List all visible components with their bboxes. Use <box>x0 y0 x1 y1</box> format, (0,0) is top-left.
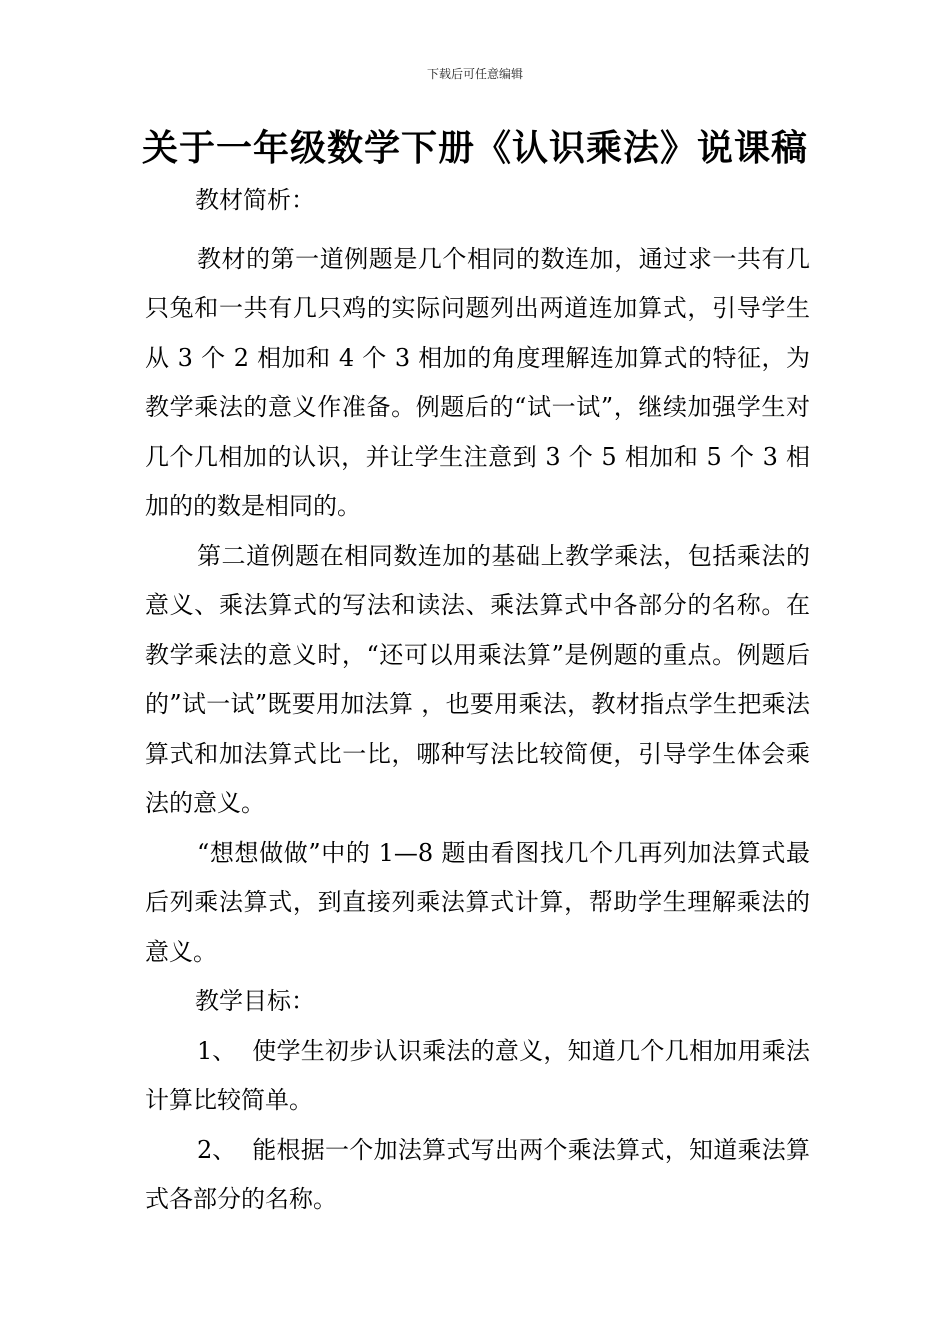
goal-item <box>145 1027 810 1126</box>
goal-text: 能根据一个加法算式写出两个乘法算式，知道乘法算式各部分的名称。 <box>145 1135 810 1213</box>
section-heading-goals: 教学目标： <box>195 987 315 1015</box>
goal-number: 1、 <box>197 1036 237 1065</box>
goal-item <box>145 1126 810 1225</box>
section-heading-materials: 教材简析： <box>195 186 315 214</box>
paragraph: “想想做做”中的 1—8 题由看图找几个几再列加法算式最后列乘法算式，到直接列乘法算式计算，帮助学生理解乘法的意义。 <box>145 838 810 966</box>
goal-text: 使学生初步认识乘法的意义，知道几个几相加用乘法计算比较简单。 <box>145 1036 810 1114</box>
header-note: 下载后可任意编辑 <box>426 67 523 81</box>
paragraph: 第二道例题在相同数连加的基础上教学乘法，包括乘法的意义、乘法算式的写法和读法、乘法算式中各部分的名称。在教学乘法的意义时，“还可以用乘法算”是例题的重点。例题后的”试一试”既要用加法算 ，也要用乘法，教材指点学生把乘法算式和加法算式比一比，哪种写法比较简便，引导学生体会乘法的意义。 <box>145 541 810 817</box>
goal-number: 2、 <box>197 1135 237 1164</box>
document-body <box>145 176 810 1225</box>
paragraph: 教材的第一道例题是几个相同的数连加，通过求一共有几只兔和一共有几只鸡的实际问题列出两道连加算式，引导学生从 3 个 2 相加和 4 个 3 相加的角度理解连加算式的特征，为教学乘法的意义作准备。例题后的“试一试”，继续加强学生对几个几相加的认识，并让学生注意到 3 个 5 相加和 5 个 3 相加的的数是相同的。 <box>145 244 810 520</box>
page-title: 关于一年级数学下册《认识乘法》说课稿 <box>141 128 808 169</box>
